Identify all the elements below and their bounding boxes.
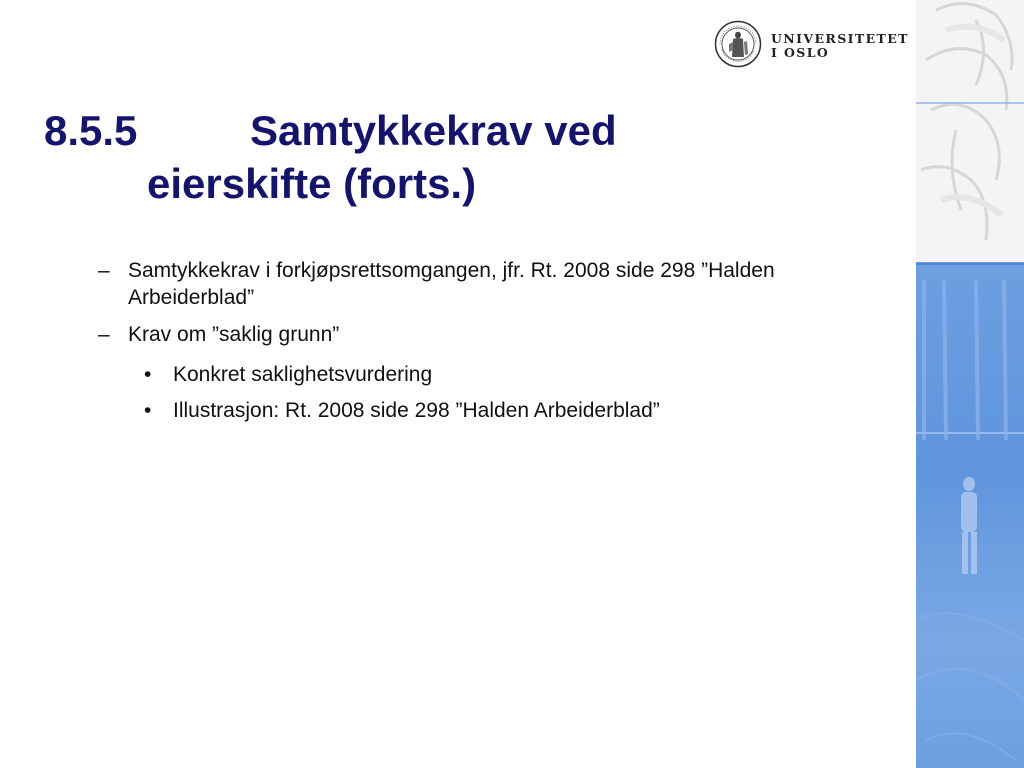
bullet-item	[98, 257, 848, 311]
university-name-line2: I OSLO	[771, 45, 830, 60]
title-line2: eierskifte (forts.)	[147, 160, 477, 207]
bullet-dot-marker: •	[144, 399, 152, 422]
sub-bullet-text: Illustrasjon: Rt. 2008 side 298 ”Halden Arbeiderblad”	[173, 399, 660, 422]
sculpture-image	[916, 0, 1024, 768]
bullet-text: Krav om ”saklig grunn”	[128, 323, 340, 346]
slide-title	[44, 104, 904, 210]
university-name-line1: UNIVERSITETET	[771, 31, 909, 46]
side-decorative-strip	[916, 0, 1024, 768]
sub-bullet-item	[144, 361, 873, 388]
sub-bullet-item	[144, 397, 873, 424]
dash-marker: –	[98, 259, 110, 282]
bullet-dot-marker: •	[144, 363, 152, 386]
bullet-item	[98, 321, 848, 348]
dash-marker: –	[98, 323, 110, 346]
university-seal-icon	[714, 20, 762, 68]
bullet-text: Samtykkekrav i forkjøpsrettsomgangen, jfr. Rt. 2008 side 298 ”Halden Arbeiderblad”	[128, 259, 775, 309]
section-number: 8.5.5	[44, 107, 138, 154]
university-logo	[714, 18, 909, 70]
sub-bullet-text: Konkret saklighetsvurdering	[173, 363, 433, 386]
title-line1: Samtykkekrav ved	[250, 107, 617, 154]
